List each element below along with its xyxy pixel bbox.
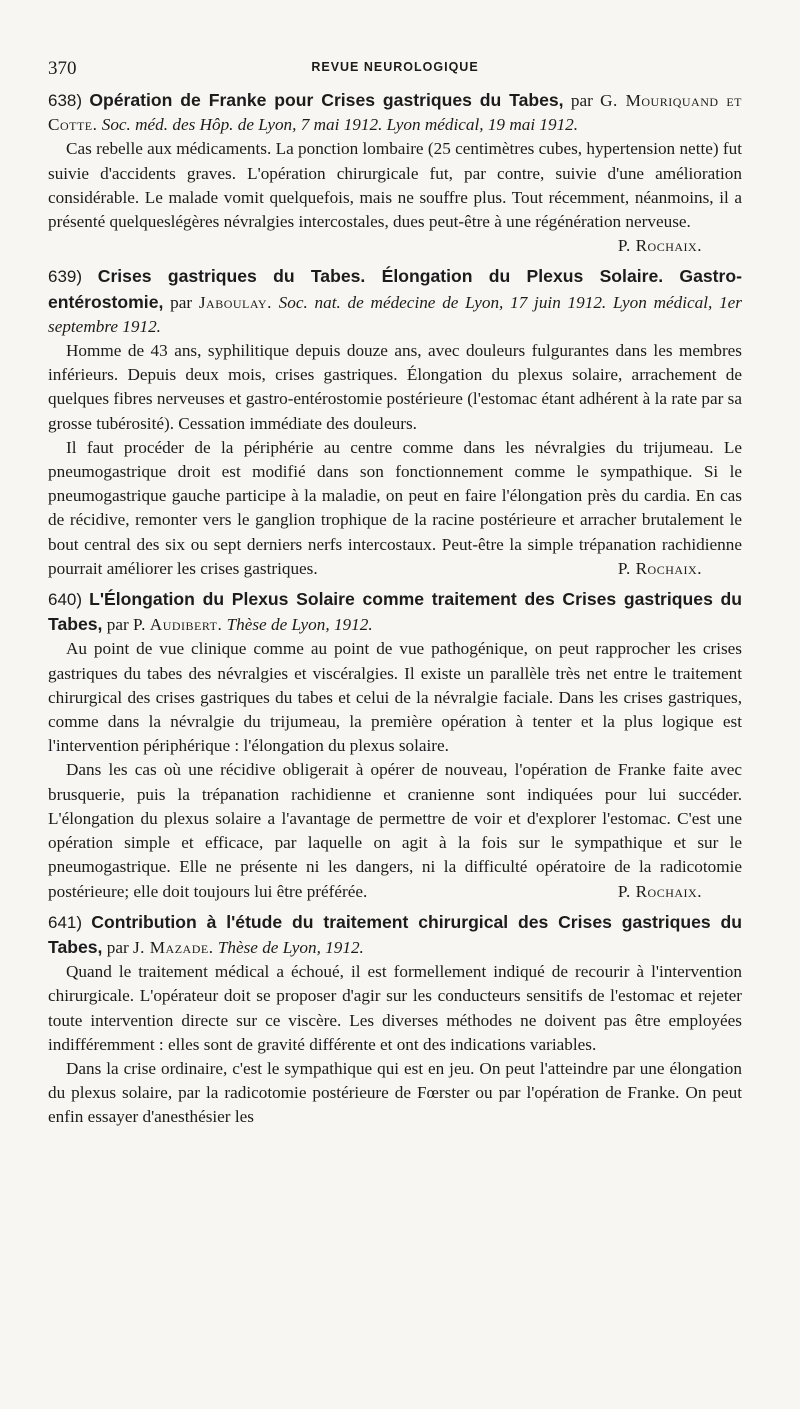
article-paragraph — [48, 758, 742, 903]
article-639 — [48, 264, 742, 581]
running-head — [48, 58, 742, 88]
article-by: par — [102, 937, 133, 957]
article-authors: Jaboulay. — [198, 292, 272, 312]
article-signature: P. Rochaix. — [617, 881, 702, 901]
article-641 — [48, 910, 742, 1130]
article-authors: G. Mouriquand et Cotte. — [48, 91, 742, 135]
journal-title: REVUE NEUROLOGIQUE — [311, 60, 479, 74]
signature-text: P. Rochaix. — [617, 236, 702, 256]
article-by: par — [163, 292, 199, 312]
article-source: Thèse de Lyon, 1912. — [213, 937, 364, 957]
article-number: 640) — [48, 590, 83, 610]
article-paragraph: Quand le traitement médical a échoué, il est formellement indiqué de recourir à l'intervention chirurgicale. L'opérateur doit se proposer d'agir sur les conducteurs sensitifs de l'estomac et rejeter toute intervention directe sur ce viscère. Les diverses méthodes ne doivent pas être employées indifféremment : elles sont de gravité différente et ont des indications variables. — [48, 962, 742, 1054]
article-heading — [48, 88, 742, 137]
article-authors: J. Mazade. — [132, 937, 214, 957]
article-paragraph: Cas rebelle aux médicaments. La ponction lombaire (25 centimètres cubes, hypertension nette) fut suivie d'accidents graves. L'opération chirurgicale fut, par contre, suivie d'une amélioration considérable. Le malade vomit quelquefois, mais ne souffre plus. Tout récemment, néanmoins, il a présenté quelqueslégères névralgies intercostales, dues peut-être à une régénération nerveuse. — [48, 139, 742, 232]
article-paragraph: Au point de vue clinique comme au point de vue pathogénique, on peut rapprocher les crises gastriques du tabes des névralgies et viscéralgies. Il existe un parallèle très net entre le traitement chirurgical des crises gastriques du tabes et celui de la névralgie faciale. Dans les crises gastriques, comme dans la névralgie du trijumeau, la première opération à tenter et la plus logique est l'intervention périphérique : l'élongation du plexus solaire. — [48, 639, 742, 756]
article-source: Thèse de Lyon, 1912. — [222, 615, 373, 635]
article-638 — [48, 88, 742, 258]
article-signature: P. Rochaix. — [617, 558, 702, 578]
article-paragraph: Homme de 43 ans, syphilitique depuis douze ans, avec douleurs fulgurantes dans les membres inférieurs. Depuis deux mois, crises gastriques. Élongation du plexus solaire, arrachement de quelques fibres nerveuses et gastro-entérostomie postérieure (l'estomac étant adhérent à la rate par sa grosse tubérosité). Cessation immédiate des douleurs. — [48, 341, 742, 433]
paragraph-text: Dans les cas où une récidive obligerait à opérer de nouveau, l'opération de Franke faite avec brusquerie, puis la trépanation rachidienne et cranienne sont indiquées pour lui succéder. L'élongation du plexus solaire a l'avantage de permettre de voir et d'explorer l'estomac. C'est une opération simple et efficace, par laquelle on agit à la fois sur le sympathique et sur le pneumogastrique. Elle ne présente ni les dangers, ni la difficulté opératoire de la radicotomie postérieure; elle doit toujours lui être préférée. — [48, 760, 742, 901]
article-title: Crises gastriques du Tabes. Élongation du Plexus Solaire. Gastro-entérostomie, — [48, 266, 742, 312]
article-source: Soc. nat. de médecine de Lyon, 17 juin 1912. Lyon médical, 1er septembre 1912. — [48, 292, 742, 336]
article-heading — [48, 587, 742, 637]
document-page — [48, 58, 742, 1136]
article-heading — [48, 910, 742, 960]
article-signature — [48, 234, 742, 258]
article-640 — [48, 587, 742, 904]
article-title: Contribution à l'étude du traitement chirurgical des Crises gastriques du Tabes, — [48, 911, 743, 957]
paragraph-text: Il faut procéder de la périphérie au centre comme dans les névralgies du trijumeau. Le pneumogastrique droit est modifié dans son fonctionnement comme le sympathique. Si le pneumogastrique gauche participe à la maladie, on peut en faire l'élongation près du cardia. En cas de récidive, remonter vers le ganglion trophique de la racine postérieure et arracher brutalement le bout central des six ou sept derniers nerfs intercostaux. Peut-être la simple trépanation rachidienne pourrait améliorer les crises gastriques. — [48, 437, 742, 578]
article-heading — [48, 264, 742, 339]
article-by: par — [102, 615, 133, 635]
article-number: 638) — [48, 91, 83, 110]
article-by: par — [563, 91, 601, 110]
article-title: L'Élongation du Plexus Solaire comme traitement des Crises gastriques du Tabes, — [48, 589, 743, 635]
article-source: Soc. méd. des Hôp. de Lyon, 7 mai 1912. Lyon médical, 19 mai 1912. — [97, 115, 579, 135]
article-paragraph: Dans la crise ordinaire, c'est le sympathique qui est en jeu. On peut l'atteindre par une élongation du plexus solaire, par la radicotomie postérieure de Fœrster ou par l'opération de Franke. On peut enfin essayer d'anesthésier les — [48, 1058, 742, 1127]
article-paragraph — [48, 436, 742, 581]
article-authors: P. Audibert. — [132, 615, 223, 635]
article-number: 639) — [48, 267, 83, 287]
article-title: Opération de Franke pour Crises gastriques du Tabes, — [89, 90, 564, 110]
page-number: 370 — [48, 58, 77, 79]
article-number: 641) — [48, 912, 83, 932]
